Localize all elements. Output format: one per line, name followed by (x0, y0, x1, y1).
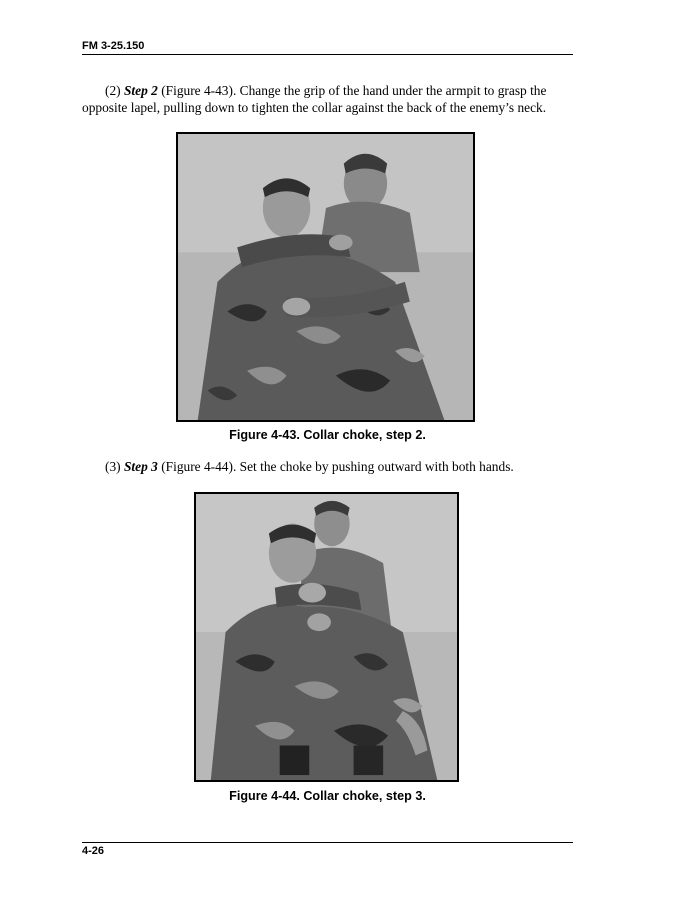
paragraph-number: (2) (105, 83, 121, 98)
document-id: FM 3-25.150 (82, 40, 145, 52)
figure-4-44-caption: Figure 4-44. Collar choke, step 3. (229, 789, 426, 803)
step-label: Step 3 (123, 459, 158, 474)
figure-4-43-caption: Figure 4-43. Collar choke, step 2. (229, 428, 426, 442)
photo-collar-choke-step-2 (178, 134, 473, 420)
page-number: 4-26 (82, 845, 105, 857)
paragraph-text: (Figure 4-43). Change the grip of the hand under the armpit to grasp the opposite lapel, pulling down to tighten the collar against the back of the enemy’s neck. (82, 83, 547, 115)
footer-rule (128, 842, 573, 843)
figure-4-44-photo (194, 492, 459, 782)
figure-4-43-photo (176, 132, 475, 422)
footer-rule-left (82, 842, 128, 843)
photo-collar-choke-step-3 (196, 494, 457, 780)
header-rule (82, 54, 573, 55)
paragraph-number: (3) (105, 459, 121, 474)
paragraph-step-2 (82, 82, 573, 116)
paragraph-step-3 (82, 458, 573, 475)
paragraph-text: (Figure 4-44). Set the choke by pushing outward with both hands. (157, 459, 514, 474)
step-label: Step 2 (123, 83, 158, 98)
